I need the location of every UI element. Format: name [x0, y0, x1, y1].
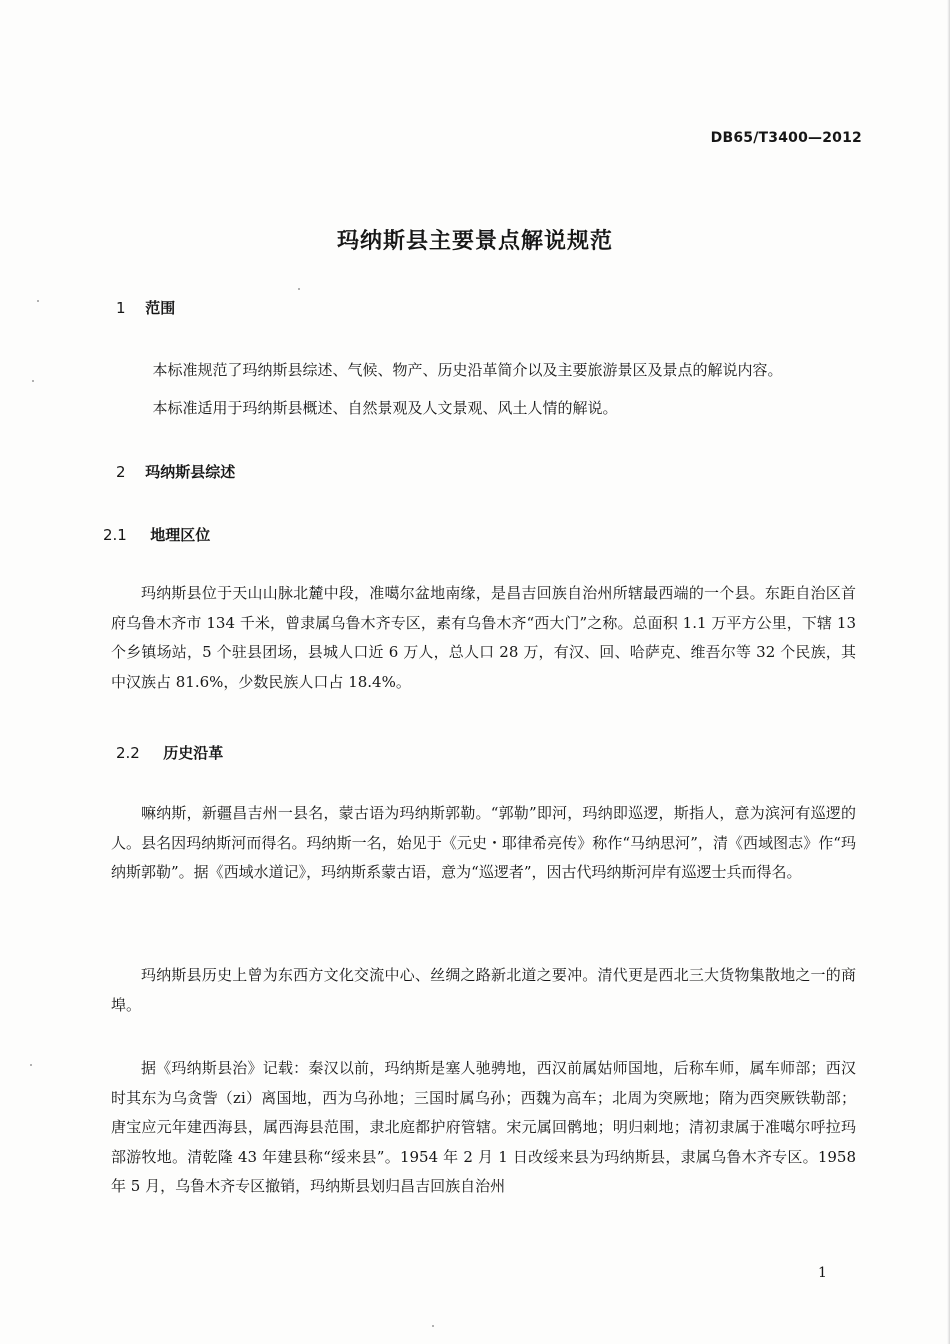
document-title: 玛纳斯县主要景点解说规范	[336, 229, 613, 254]
section-title: 历史沿革	[163, 744, 224, 762]
section-number: 2	[116, 463, 126, 481]
scan-speck	[298, 288, 300, 290]
section-2-2-paragraph-1: 嘛纳斯，新疆昌吉州一县名，蒙古语为玛纳斯郭勒。“郭勒”即河，玛纳即巡逻，斯指人，意为滨河有巡逻的人。县名因玛纳斯河而得名。玛纳斯一名，始见于《元史・耶律希亮传》称作“马纳思河”，清《西域图志》作“玛纳斯郭勒”。据《西域水道记》，玛纳斯系蒙古语，意为“巡逻者”，因古代玛纳斯河岸有巡逻士兵而得名。	[111, 804, 856, 881]
section-title: 地理区位	[150, 526, 211, 544]
section-1-paragraph-2: 本标准适用于玛纳斯县概述、自然景观及人文景观、风土人情的解说。	[152, 399, 618, 417]
section-2-2-paragraph-2: 玛纳斯县历史上曾为东西方文化交流中心、丝绸之路新北道之要冲。清代更是西北三大货物集散地之一的商埠。	[111, 966, 856, 1014]
scan-speck	[32, 380, 34, 382]
document-code: DB65/T3400—2012	[710, 130, 862, 146]
section-1-heading	[116, 297, 175, 318]
section-2-heading	[116, 461, 235, 482]
scan-speck	[30, 1064, 32, 1066]
scan-speck	[37, 300, 39, 302]
page-number: 1	[818, 1265, 827, 1281]
section-number: 2.2	[116, 744, 140, 762]
section-2-1-paragraph-1: 玛纳斯县位于天山山脉北麓中段，准噶尔盆地南缘，是昌吉回族自治州所辖最西端的一个县。东距自治区首府乌鲁木齐市 134 千米，曾隶属乌鲁木齐专区，素有乌鲁木齐“西大门”之称。总面积 1.1 万平方公里，下辖 13 个乡镇场站，5 个驻县团场，县城人口近 6 万人，总人口 28 万，有汉、回、哈萨克、维吾尔等 32 个民族，其中汉族占 81.6%，少数民族人口占 18.4%。	[111, 584, 856, 691]
section-number: 1	[116, 299, 126, 317]
section-2-1-heading	[103, 524, 210, 545]
section-2-2-paragraph-3: 据《玛纳斯县治》记载：秦汉以前，玛纳斯是塞人驰骋地，西汉前属姑师国地，后称车师，属车师部；西汉时其东为乌贪訾（zi）离国地，西为乌孙地；三国时属乌孙；西魏为高车；北周为突厥地；隋为西突厥铁勒部；唐宝应元年建西海县，属西海县范围，隶北庭都护府管辖。宋元属回鹘地；明归刺地；清初隶属于准噶尔呼拉玛部游牧地。清乾隆 43 年建县称“绥来县”。1954 年 2 月 1 日改绥来县为玛纳斯县，隶属乌鲁木齐专区。1958 年 5 月，乌鲁木齐专区撤销，玛纳斯县划归昌吉回族自治州	[111, 1059, 856, 1195]
scan-speck	[432, 1325, 434, 1327]
section-title: 玛纳斯县综述	[145, 463, 236, 481]
section-number: 2.1	[103, 526, 127, 544]
section-2-2-heading	[116, 742, 223, 763]
section-1-paragraph-1: 本标准规范了玛纳斯县综述、气候、物产、历史沿革简介以及主要旅游景区及景点的解说内容。	[152, 361, 783, 379]
section-title: 范围	[145, 299, 176, 317]
